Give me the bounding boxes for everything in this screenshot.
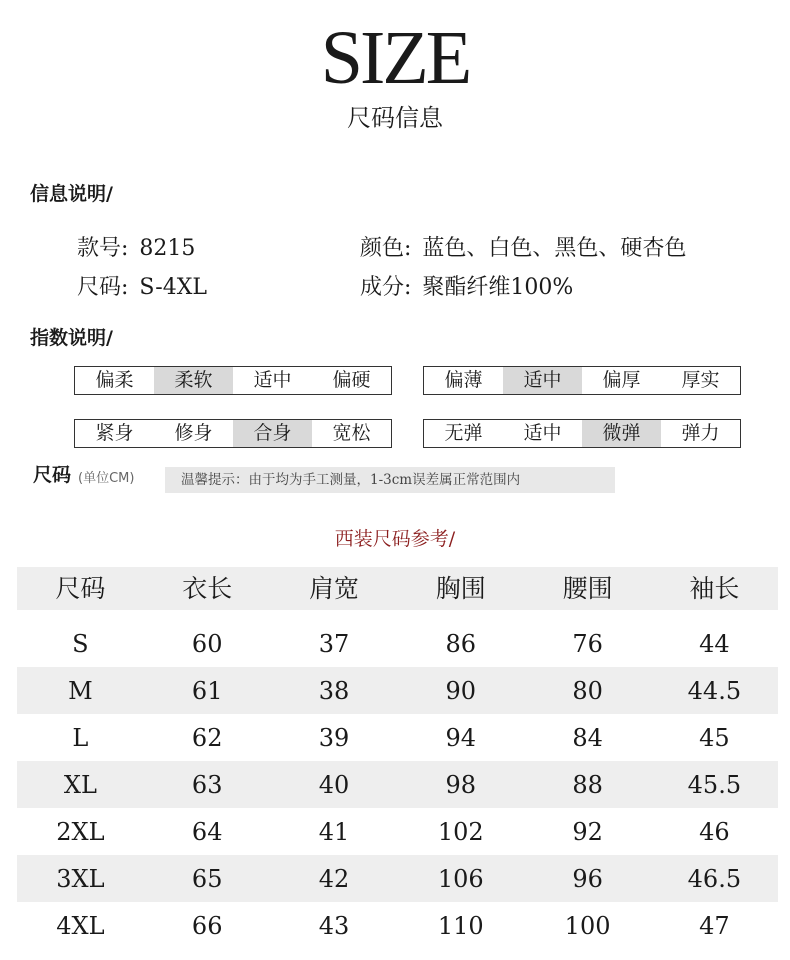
softness-scale: [74, 366, 392, 395]
table-row: [17, 902, 778, 949]
scale-option: 厚实: [681, 369, 720, 391]
scale-option: 紧身: [95, 422, 134, 444]
table-cell: 65: [191, 864, 223, 893]
table-cell: 41: [318, 817, 350, 846]
table-cell: 2XL: [56, 817, 105, 846]
table-cell: 64: [191, 817, 223, 846]
table-cell: L: [72, 723, 89, 752]
color-value: 蓝色、白色、黑色、硬杏色: [422, 236, 687, 261]
scale-option-selected: 微弹: [582, 420, 661, 447]
table-row: [17, 808, 778, 855]
table-cell: XL: [63, 770, 97, 799]
scale-option-selected: 柔软: [154, 367, 233, 394]
size-heading: 尺码: [33, 464, 72, 486]
table-cell: 84: [572, 723, 603, 752]
thickness-scale: [423, 366, 741, 395]
material-info: [360, 277, 573, 299]
table-cell: 86: [445, 629, 477, 658]
table-cell: 37: [318, 629, 350, 658]
table-cell: 63: [191, 770, 223, 799]
table-cell: 102: [437, 817, 484, 846]
fit-scale: [74, 419, 392, 448]
table-cell: 60: [191, 629, 223, 658]
table-cell: 110: [437, 911, 484, 940]
table-cell: 46.5: [687, 864, 742, 893]
elasticity-scale: [423, 419, 741, 448]
table-cell: 44: [699, 629, 730, 658]
color-label: 颜色:: [360, 236, 412, 261]
table-cell: 66: [191, 911, 223, 940]
table-cell: 39: [318, 723, 350, 752]
table-cell: 90: [445, 676, 477, 705]
scale-option: 修身: [174, 422, 213, 444]
table-header-cell: 肩宽: [308, 574, 359, 603]
style-number: [77, 238, 195, 260]
table-cell: 38: [318, 676, 350, 705]
table-title: 西装尺码参考/: [334, 528, 456, 550]
table-cell: 40: [318, 770, 350, 799]
size-range-label: 尺码:: [77, 275, 129, 300]
table-cell: M: [68, 676, 93, 705]
table-cell: 44.5: [687, 676, 742, 705]
scale-option: 偏厚: [602, 369, 641, 391]
scale-option: 弹力: [681, 422, 720, 444]
scale-option: 适中: [253, 369, 292, 391]
table-row: [17, 761, 778, 808]
table-cell: 76: [572, 629, 603, 658]
size-unit: (单位CM): [78, 471, 135, 486]
size-range-value: S-4XL: [139, 275, 208, 300]
scale-option: 适中: [523, 422, 562, 444]
table-row: [17, 714, 778, 761]
table-row: [17, 667, 778, 714]
page-title: SIZE: [320, 16, 470, 100]
scale-option: 宽松: [332, 422, 371, 444]
style-number-value: 8215: [139, 236, 196, 261]
measurement-tip: 温馨提示：由于均为手工测量，1-3cm误差属正常范围内: [165, 467, 615, 493]
scale-option: 偏薄: [444, 369, 483, 391]
scale-option: 无弹: [444, 422, 483, 444]
table-cell: 3XL: [56, 864, 105, 893]
material-value: 聚酯纤维100%: [422, 275, 574, 300]
table-cell: 80: [572, 676, 603, 705]
size-table: [17, 567, 778, 949]
table-cell: 92: [572, 817, 603, 846]
table-row: [17, 620, 778, 667]
page-subtitle: 尺码信息: [347, 104, 443, 132]
table-cell: 96: [572, 864, 603, 893]
scale-option: 偏硬: [332, 369, 371, 391]
table-cell: 100: [564, 911, 611, 940]
scale-option: 偏柔: [95, 369, 134, 391]
table-cell: 88: [572, 770, 603, 799]
table-cell: S: [72, 629, 89, 658]
material-label: 成分:: [360, 275, 412, 300]
table-cell: 45.5: [687, 770, 742, 799]
table-header-cell: 尺码: [55, 574, 106, 603]
table-cell: 106: [437, 864, 484, 893]
scale-option-selected: 适中: [503, 367, 582, 394]
table-header-cell: 腰围: [562, 574, 613, 603]
table-header-cell: 衣长: [182, 574, 233, 603]
table-header-cell: 胸围: [435, 574, 486, 603]
table-cell: 43: [318, 911, 350, 940]
table-row: [17, 855, 778, 902]
style-number-label: 款号:: [77, 236, 129, 261]
table-cell: 4XL: [56, 911, 105, 940]
index-heading: 指数说明/: [30, 327, 113, 349]
table-cell: 62: [191, 723, 223, 752]
table-cell: 61: [191, 676, 223, 705]
color-info: [360, 238, 686, 260]
table-cell: 98: [445, 770, 477, 799]
scale-option-selected: 合身: [233, 420, 312, 447]
info-heading: 信息说明/: [30, 183, 113, 205]
table-cell: 94: [445, 723, 477, 752]
table-cell: 47: [699, 911, 730, 940]
size-range: [77, 277, 207, 299]
table-cell: 45: [699, 723, 730, 752]
table-cell: 46: [699, 817, 730, 846]
table-header-row: [17, 567, 778, 610]
table-cell: 42: [318, 864, 350, 893]
table-header-cell: 袖长: [689, 574, 740, 603]
